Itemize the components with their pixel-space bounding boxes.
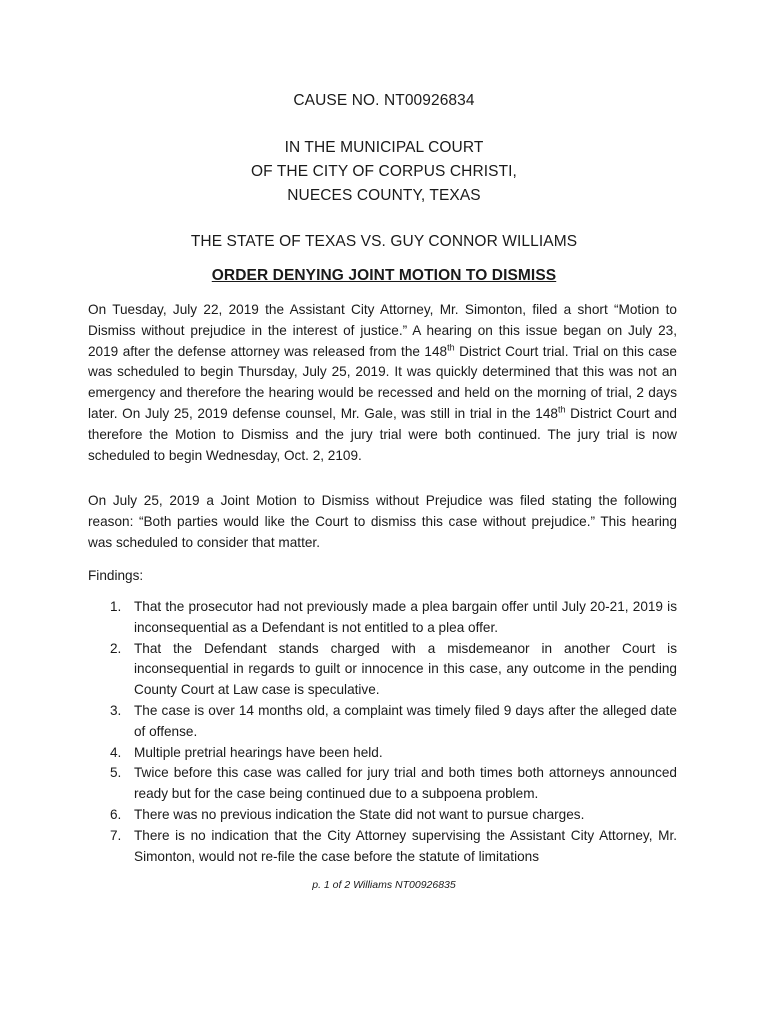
- finding-number: 5.: [110, 765, 122, 781]
- order-title: ORDER DENYING JOINT MOTION TO DISMISS: [211, 267, 557, 284]
- court-line-3: NUECES COUNTY, TEXAS: [287, 187, 481, 204]
- finding-item: [110, 639, 677, 701]
- page-footer: p. 1 of 2 Williams NT00926835: [312, 879, 456, 891]
- finding-number: 7.: [110, 827, 122, 843]
- finding-item: [110, 763, 677, 805]
- ordinal-suffix: th: [557, 404, 566, 415]
- cause-number: CAUSE NO. NT00926834: [293, 92, 475, 109]
- paragraph-procedural-history: [88, 300, 677, 466]
- finding-text: The case is over 14 months old, a complaint was timely filed 9 days after the alleged date of offense.: [134, 702, 677, 739]
- finding-text: That the Defendant stands charged with a misdemeanor in another Court is inconsequential in regards to guilt or innocence in this case, any outcome in the pending County Court at Law case is speculative.: [134, 640, 677, 698]
- finding-text: That the prosecutor had not previously made a plea bargain offer until July 20-21, 2019 is inconsequential as a Defendant is not entitled to a plea offer.: [134, 599, 677, 635]
- finding-item: [110, 597, 677, 639]
- finding-text: Twice before this case was called for jury trial and both times both attorneys announced ready but for the case being continued due to a subpoena problem.: [134, 765, 677, 802]
- paragraph-1-part-3: District Court and therefore the Motion to Dismiss and the jury trial were both continued. The jury trial is now scheduled to begin Wednesday, Oct. 2, 2109.: [88, 405, 677, 463]
- finding-item: [110, 701, 677, 743]
- finding-number: 6.: [110, 806, 122, 822]
- finding-number: 3.: [110, 702, 122, 718]
- finding-item: [110, 805, 677, 826]
- case-parties: THE STATE OF TEXAS VS. GUY CONNOR WILLIAMS: [190, 233, 578, 250]
- paragraph-1-part-1: On Tuesday, July 22, 2019 the Assistant City Attorney, Mr. Simonton, filed a short “Motion to Dismiss without prejudice in the interest of justice.” A hearing on this issue began on July 23, 2019 after the defense attorney was released from the 148: [88, 302, 677, 359]
- finding-item: [110, 743, 677, 764]
- ordinal-suffix: th: [447, 342, 455, 353]
- paragraph-joint-motion: On July 25, 2019 a Joint Motion to Dismiss without Prejudice was filed stating the following reason: “Both parties would like the Court to dismiss this case without prejudice.” This hearing was scheduled to consider that matter.: [88, 493, 677, 550]
- court-line-2: OF THE CITY OF CORPUS CHRISTI,: [251, 163, 517, 180]
- finding-text: There was no previous indication the State did not want to pursue charges.: [134, 806, 585, 822]
- paragraph-1-part-2: District Court trial. Trial on this case was scheduled to begin Thursday, July 25, 2019. It was quickly determined that this was not an emergency and therefore the hearing would be recessed and held on the morning of trial, 2 days later. On July 25, 2019 defense counsel, Mr. Gale, was still in trial in the 148: [88, 343, 677, 421]
- finding-number: 2.: [110, 640, 122, 656]
- finding-number: 4.: [110, 744, 122, 760]
- findings-label: Findings:: [88, 568, 144, 583]
- court-line-1: IN THE MUNICIPAL COURT: [284, 139, 484, 156]
- finding-text: There is no indication that the City Attorney supervising the Assistant City Attorney, Mr. Simonton, would not re-file the case before the statute of limitations: [134, 827, 677, 864]
- finding-item: [110, 826, 677, 868]
- finding-text: Multiple pretrial hearings have been held.: [134, 744, 383, 760]
- findings-list: [110, 597, 677, 867]
- finding-number: 1.: [110, 599, 122, 614]
